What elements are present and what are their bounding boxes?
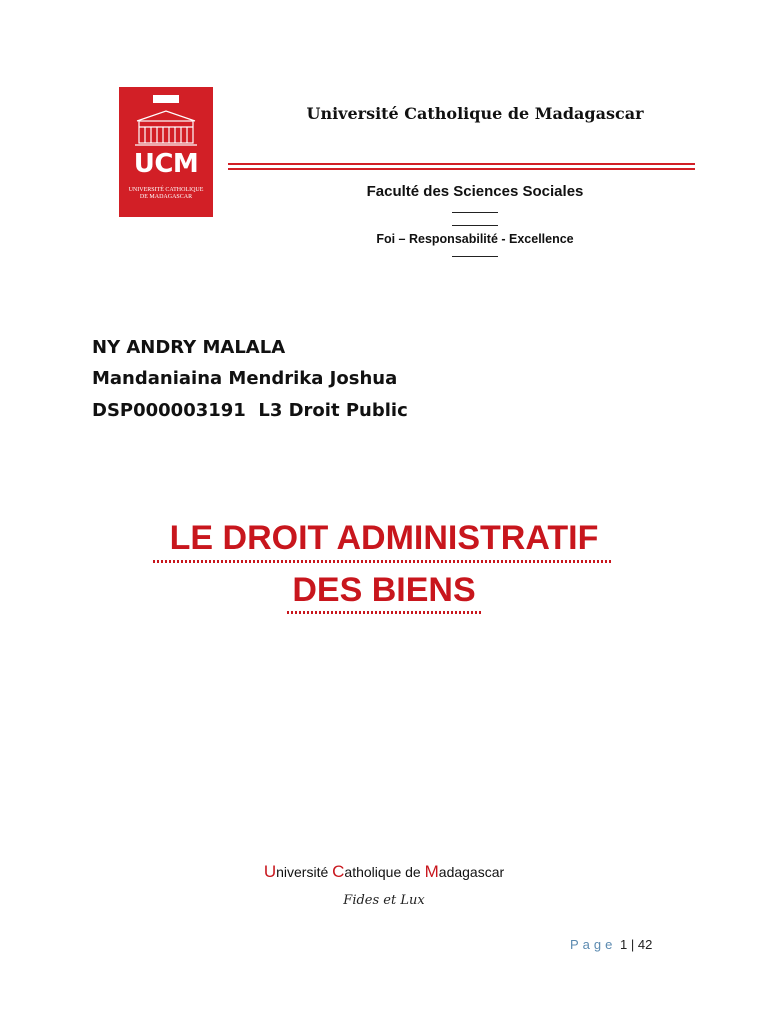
header-divider-top bbox=[228, 163, 695, 165]
footer-m-rest: adagascar bbox=[438, 864, 505, 880]
header-divider-bottom bbox=[228, 168, 695, 170]
document-title-line1: LE DROIT ADMINISTRATIF bbox=[169, 519, 599, 557]
title-underline-2 bbox=[287, 611, 481, 614]
page-number: Page 1 | 42 bbox=[570, 937, 653, 952]
document-title-line2: DES BIENS bbox=[292, 571, 476, 609]
logo-subtitle-line2: DE MADAGASCAR bbox=[139, 194, 193, 200]
student-id-line: DSP000003191 L3 Droit Public bbox=[92, 400, 408, 421]
footer-tagline: Fides et Lux bbox=[343, 893, 425, 908]
faculty-divider-1 bbox=[452, 212, 498, 213]
motto: Foi – Responsabilité - Excellence bbox=[376, 232, 574, 246]
footer-university bbox=[0, 862, 768, 882]
student-name-line2: Mandaniaina Mendrika Joshua bbox=[92, 368, 398, 389]
university-title: Université Catholique de Madagascar bbox=[306, 104, 644, 123]
footer-c-rest: atholique de bbox=[344, 864, 425, 880]
page-total: 42 bbox=[637, 937, 653, 952]
footer-m-cap: M bbox=[424, 862, 439, 881]
student-name-line1: NY ANDRY MALALA bbox=[92, 337, 286, 358]
building-icon bbox=[133, 107, 199, 147]
logo-subtitle-line1: UNIVERSITÉ CATHOLIQUE bbox=[128, 187, 204, 193]
logo-acronym: UCM bbox=[133, 149, 199, 179]
footer-u-rest: niversité bbox=[276, 864, 333, 880]
logo-ribbon bbox=[153, 95, 179, 103]
footer-u-cap: U bbox=[263, 862, 277, 881]
page-current: 1 bbox=[620, 937, 628, 952]
ucm-logo bbox=[119, 87, 213, 217]
page-label: Page bbox=[570, 937, 617, 952]
motto-divider bbox=[452, 256, 498, 257]
faculty-name: Faculté des Sciences Sociales bbox=[366, 183, 584, 200]
title-underline-1 bbox=[153, 560, 613, 563]
footer-c-cap: C bbox=[332, 862, 345, 881]
faculty-divider-2 bbox=[452, 225, 498, 226]
